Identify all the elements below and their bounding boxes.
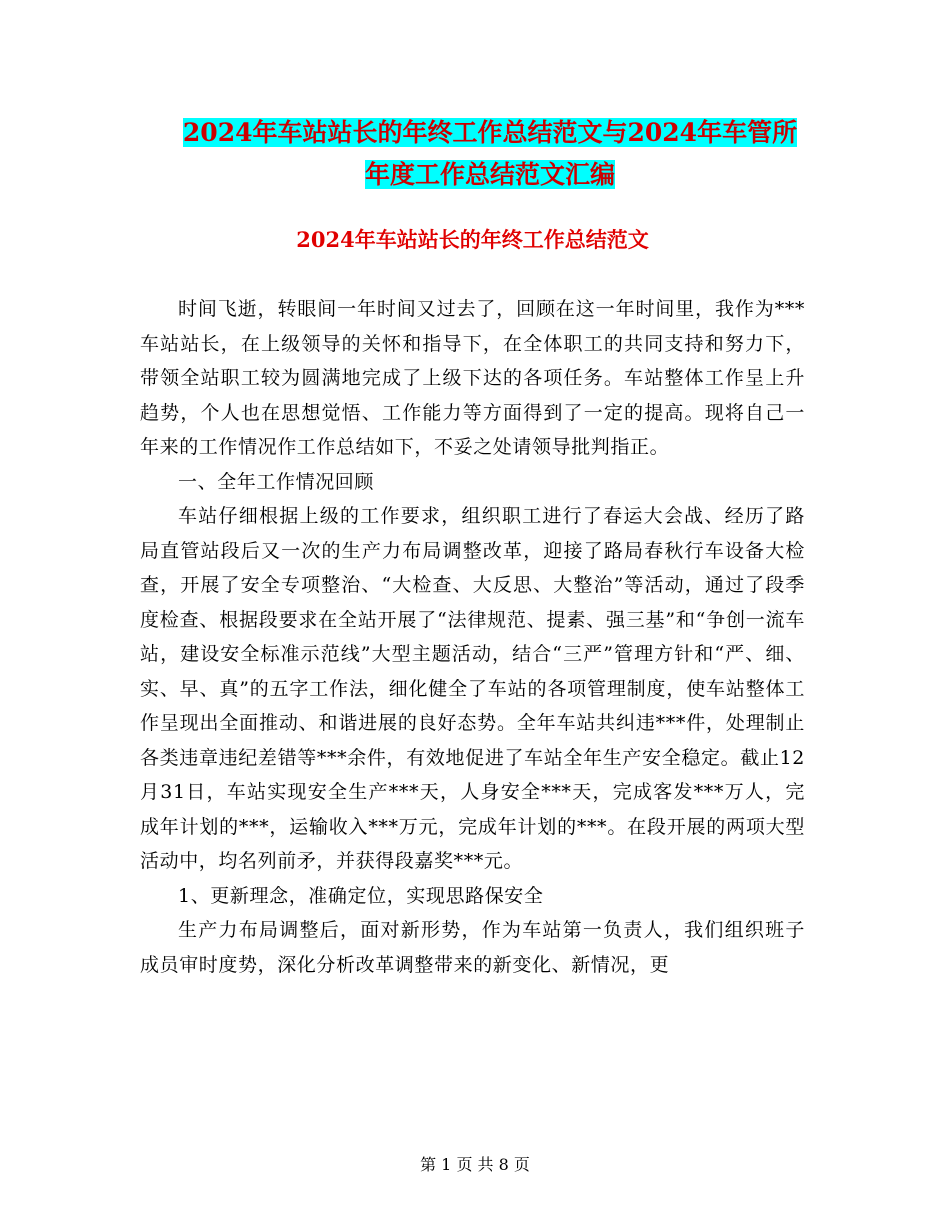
title-line-2: 年度工作总结范文汇编 [364,160,615,189]
document-body [140,292,805,982]
paragraph-intro: 时间飞逝，转眼间一年时间又过去了，回顾在这一年时间里，我作为***车站站长，在上级领导的关怀和指导下，在全体职工的共同支持和努力下，带领全站职工较为圆满地完成了上级下达的各项任务。车站整体工作呈上升趋势，个人也在思想觉悟、工作能力等方面得到了一定的提高。现将自己一年来的工作情况作工作总结如下，不妥之处请领导批判指正。 [140,298,805,458]
paragraph-review: 车站仔细根据上级的工作要求，组织职工进行了春运大会战、经历了路局直管站段后又一次的生产力布局调整改革，迎接了路局春秋行车设备大检查，开展了安全专项整治、“大检查、大反思、大整治”等活动，通过了段季度检查、根据段要求在全站开展了“法律规范、提素、强三基”和“争创一流车站，建设安全标准示范线”大型主题活动，结合“三严”管理方针和“严、细、实、早、真”的五字工作法，细化健全了车站的各项管理制度，使车站整体工作呈现出全面推动、和谐进展的良好态势。全年车站共纠违***件，处理制止各类违章违纪差错等***余件，有效地促进了车站全年生产安全稳定。截止12月31日，车站实现安全生产***天，人身安全***天，完成客发***万人，完成年计划的***，运输收入***万元，完成年计划的***。在段开展的两项大型活动中，均名列前矛，并获得段嘉奖***元。 [140,505,805,872]
title-line-1: 2024年车站站长的年终工作总结范文与2024年车管所 [182,118,798,147]
paragraph-item-1: 生产力布局调整后，面对新形势，作为车站第一负责人，我们组织班子成员审时度势，深化分析改革调整带来的新变化、新情况，更 [140,919,805,976]
document-title [140,112,840,196]
page-footer: 第 1 页 共 8 页 [420,1155,530,1174]
section-title: 2024年车站站长的年终工作总结范文 [296,227,649,252]
heading-review: 一、全年工作情况回顾 [178,470,375,493]
heading-item-1: 1、更新理念，准确定位，实现思路保安全 [178,884,544,907]
